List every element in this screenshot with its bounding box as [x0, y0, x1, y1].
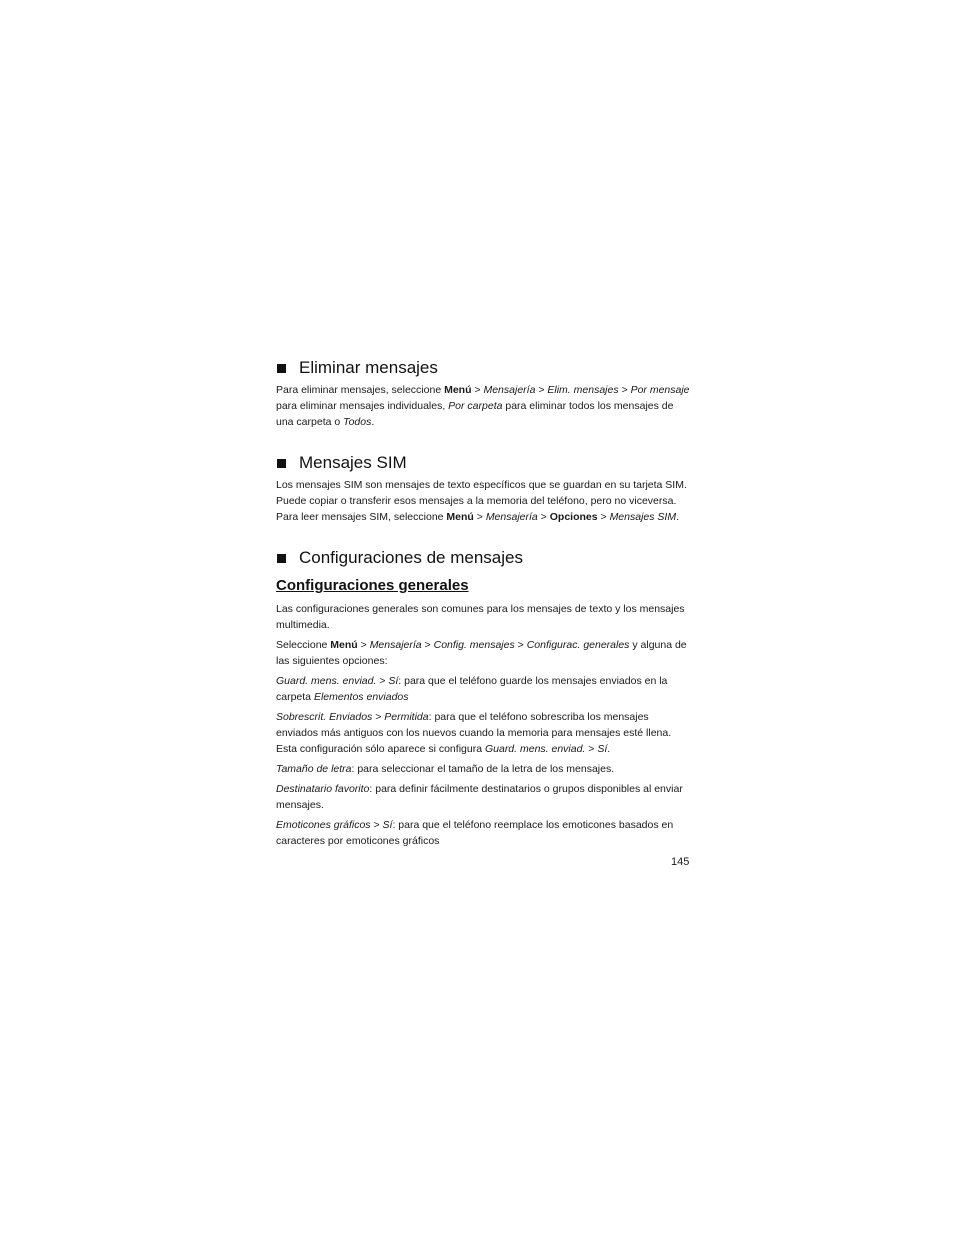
heading-text: Configuraciones de mensajes: [299, 548, 523, 567]
square-bullet-icon: [277, 554, 286, 563]
square-bullet-icon: [277, 364, 286, 373]
eliminar-paragraph: Para eliminar mensajes, seleccione Menú > Mensajería > Elim. mensajes > Por mensaje para eliminar mensajes individuales, Por carpeta para eliminar todos los mensajes de una carpeta o Todos.: [276, 384, 690, 428]
config-select-paragraph: Seleccione Menú > Mensajería > Config. mensajes > Configurac. generales y alguna de las siguientes opciones:: [276, 639, 687, 667]
heading-text: Eliminar mensajes: [299, 358, 438, 377]
heading-configuraciones-mensajes: [276, 546, 690, 570]
page-number: 145: [671, 856, 690, 868]
heading-text: Mensajes SIM: [299, 453, 407, 472]
subheading-configuraciones-generales: Configuraciones generales: [276, 577, 469, 594]
option-destinatario-favorito: Destinatario favorito: para definir fácilmente destinatarios o grupos disponibles al enviar mensajes.: [276, 783, 683, 811]
option-emoticones-graficos: Emoticones gráficos > Sí: para que el teléfono reemplace los emoticones basados en caracteres por emoticones gráficos: [276, 819, 674, 847]
square-bullet-icon: [277, 459, 286, 468]
heading-eliminar-mensajes: [276, 356, 690, 380]
page-content: [276, 356, 690, 849]
config-intro-paragraph: Las configuraciones generales son comunes para los mensajes de texto y los mensajes multimedia.: [276, 603, 685, 631]
option-guard-mens-enviad: Guard. mens. enviad. > Sí: para que el teléfono guarde los mensajes enviados en la carpeta Elementos enviados: [276, 675, 668, 703]
sim-paragraph: Los mensajes SIM son mensajes de texto específicos que se guardan en su tarjeta SIM. Puede copiar o transferir esos mensajes a la memoria del teléfono, pero no viceversa. Para leer mensajes SIM, seleccione Menú > Mensajería > Opciones > Mensajes SIM.: [276, 479, 687, 523]
heading-mensajes-sim: [276, 451, 690, 475]
option-sobrescrit-enviados: Sobrescrit. Enviados > Permitida: para que el teléfono sobrescriba los mensajes enviados más antiguos con los nuevos cuando la memoria para mensajes esté llena. Esta configuración sólo aparece si configura Guard. mens. enviad. > Sí.: [276, 711, 672, 755]
option-tamano-letra: Tamaño de letra: para seleccionar el tamaño de la letra de los mensajes.: [276, 763, 615, 775]
